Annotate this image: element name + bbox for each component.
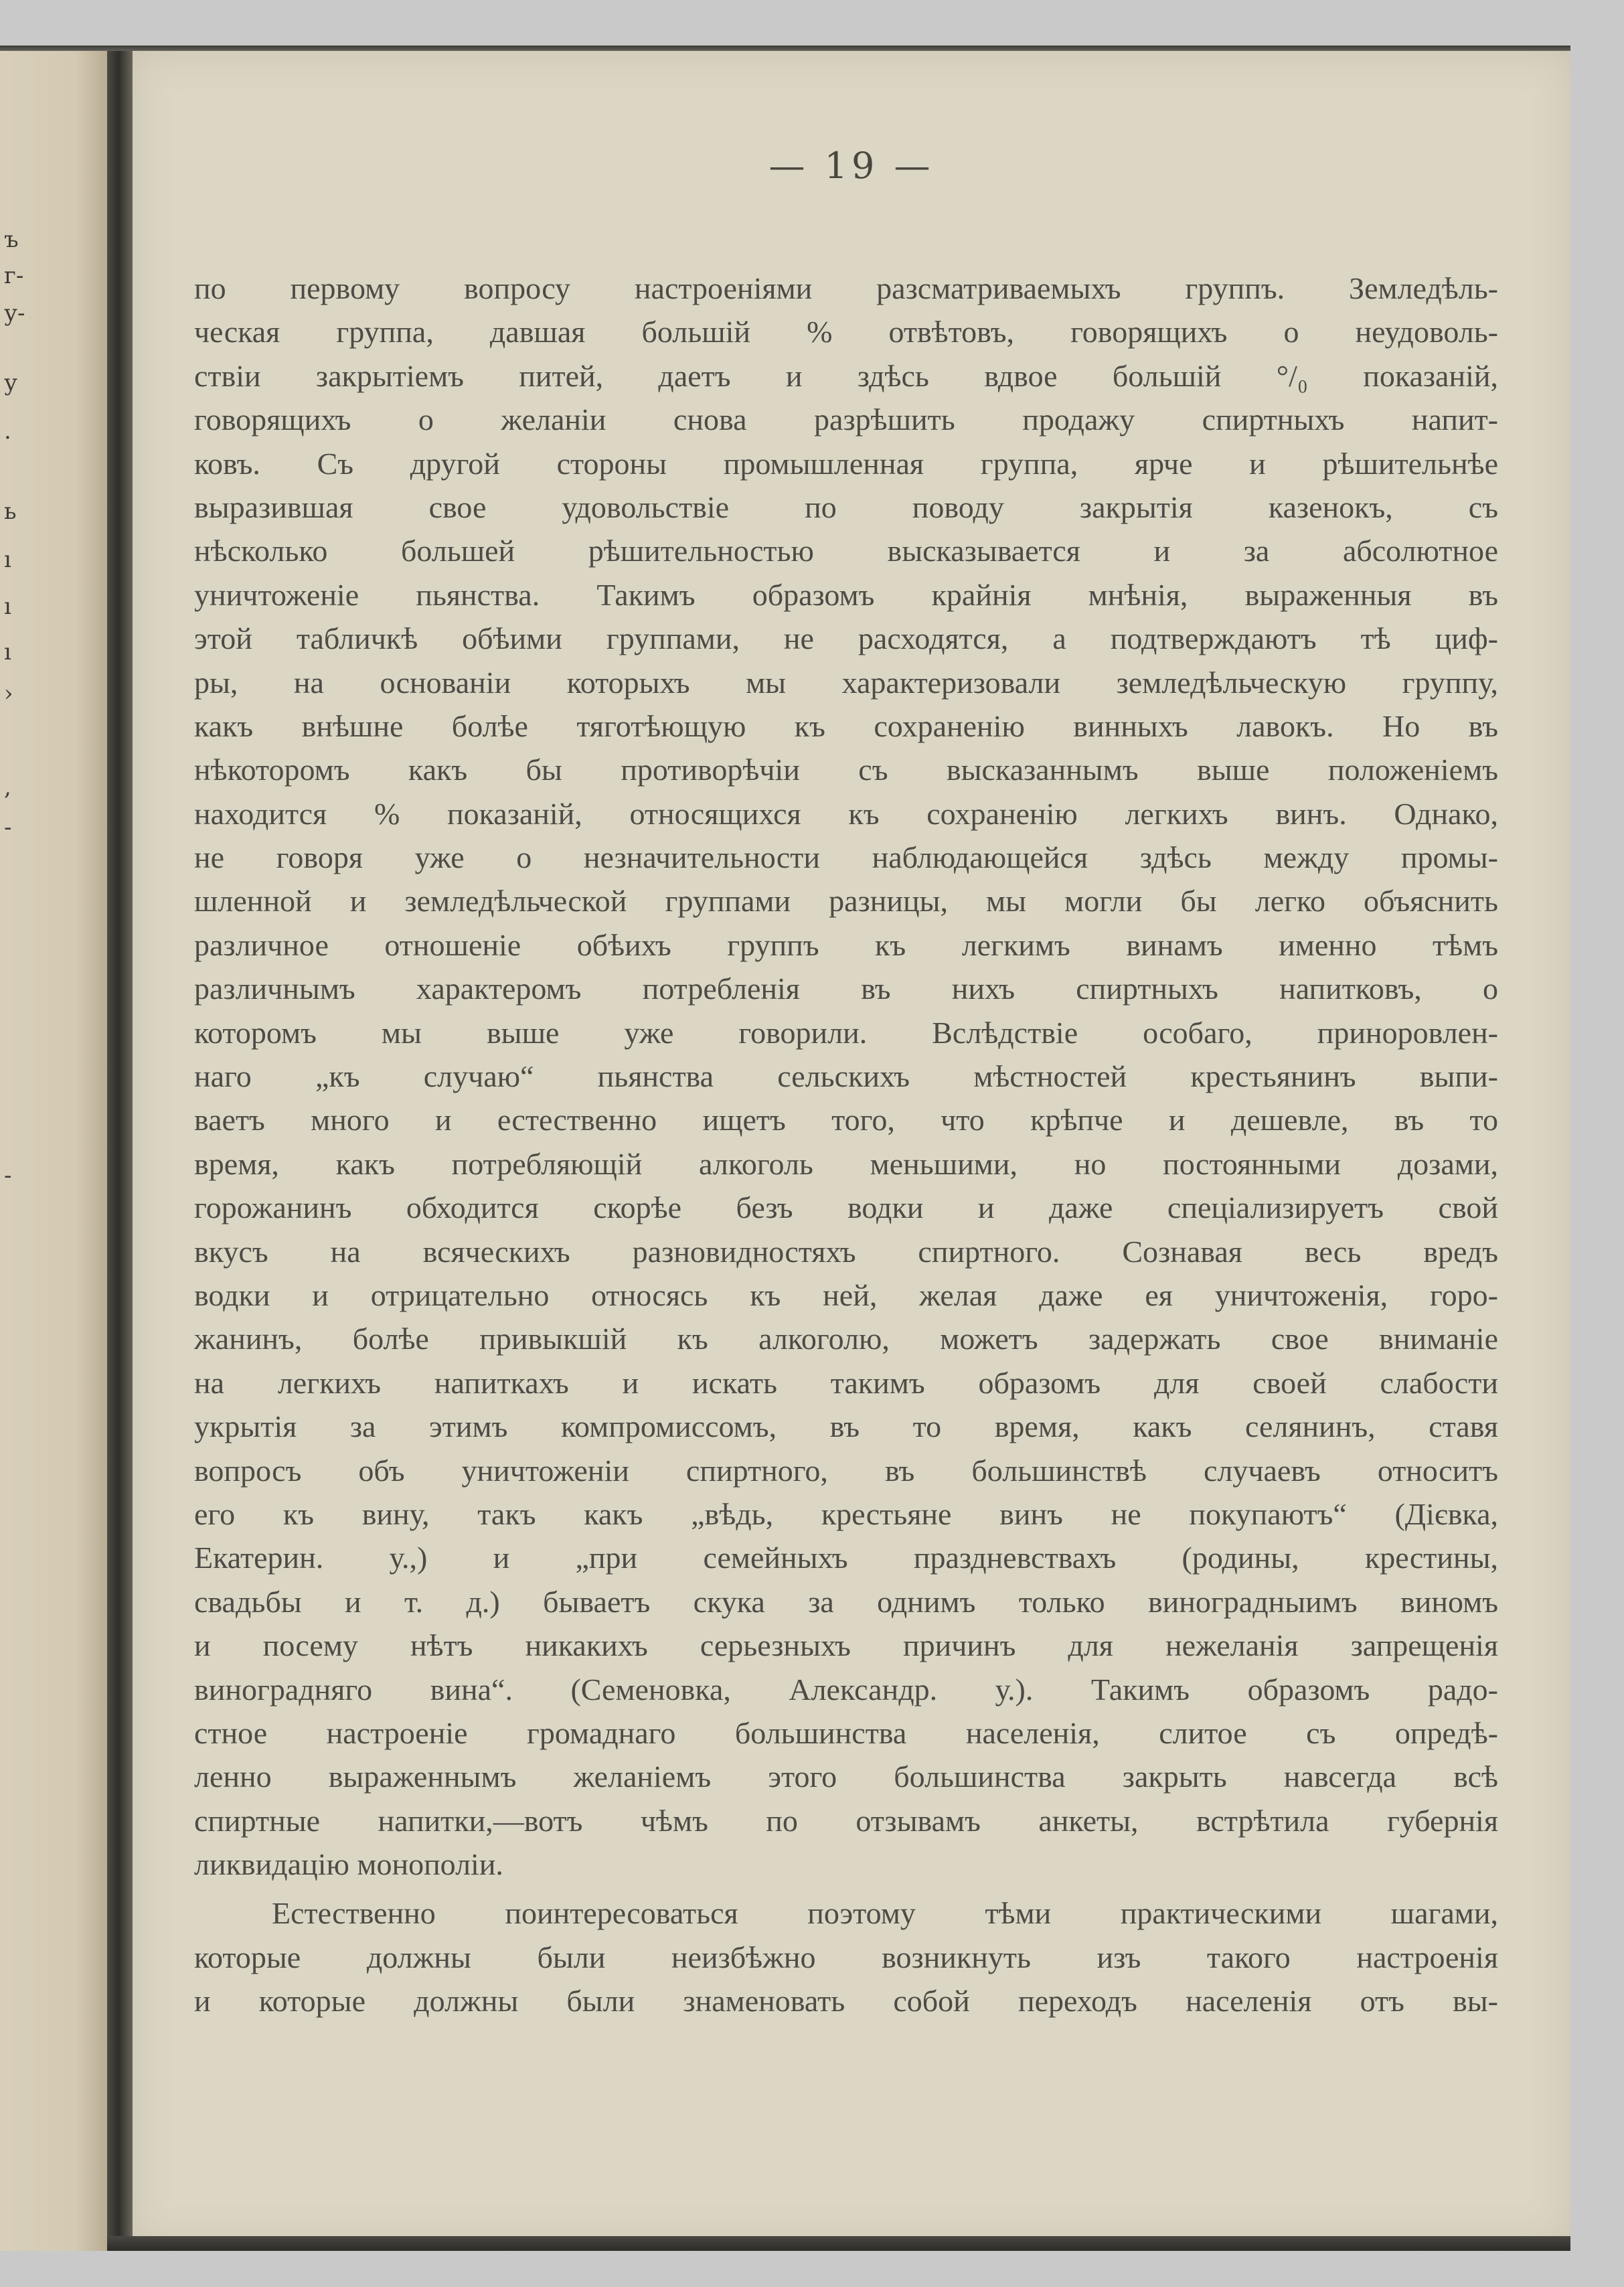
text-line: ваетъ много и естественно ищетъ того, что крѣпче и дешевле, въ то <box>194 1103 1498 1137</box>
margin-mark: г- <box>4 262 24 289</box>
book-page <box>133 51 1570 2244</box>
margin-mark: - <box>4 1162 12 1189</box>
text-line: ческая группа, давшая большій % отвѣтовъ, говорящихъ о неудоволь- <box>194 315 1498 349</box>
text-line: стное настроеніе громаднаго большинства населенія, слитое съ опредѣ- <box>194 1715 1498 1750</box>
book-bottom-edge <box>107 2236 1570 2251</box>
text-line: Екатерин. у.,) и „при семейныхъ праздневствахъ (родины, крестины, <box>194 1541 1498 1575</box>
text-line: его къ вину, такъ какъ „вѣдь, крестьяне винъ не покупаютъ“ (Дієвка, <box>194 1496 1498 1531</box>
text-line: по первому вопросу настроеніями разсматриваемыхъ группъ. Земледѣль- <box>194 271 1498 305</box>
text-line: вопросъ объ уничтоженіи спиртного, въ большинствѣ случаевъ относитъ <box>194 1453 1498 1488</box>
text-line: водки и отрицательно относясь къ ней, желая даже ея уничтоженія, горо- <box>194 1277 1498 1312</box>
text-line: которые должны были неизбѣжно возникнуть изъ такого настроенія <box>194 1940 1498 1974</box>
body-text <box>194 266 1498 2023</box>
text-line: находится % показаній, относящихся къ сохраненію легкихъ винъ. Однако, <box>194 796 1498 831</box>
text-line: выразившая свое удовольствіе по поводу закрытія казенокъ, съ <box>194 489 1498 524</box>
text-line: ствіи закрытіемъ питей, даетъ и здѣсь вдвое большій °/₀ показаній, <box>194 358 1498 393</box>
text-line: на легкихъ напиткахъ и искать такимъ образомъ для своей слабости <box>194 1365 1498 1400</box>
text-line: различнымъ характеромъ потребленія въ нихъ спиртныхъ напитковъ, о <box>194 971 1498 1006</box>
margin-mark: › <box>4 680 13 707</box>
text-line: уничтоженіе пьянства. Такимъ образомъ крайнія мнѣнія, выраженныя въ <box>194 577 1498 612</box>
text-line: укрытія за этимъ компромиссомъ, въ то время, какъ селянинъ, ставя <box>194 1409 1498 1444</box>
text-line: какъ внѣшне болѣе тяготѣющую къ сохраненію винныхъ лавокъ. Но въ <box>194 708 1498 743</box>
text-line: нѣкоторомъ какъ бы противорѣчіи съ высказаннымъ выше положеніемъ <box>194 753 1498 787</box>
text-line: ленно выраженнымъ желаніемъ этого большинства закрыть навсегда всѣ <box>194 1759 1498 1794</box>
text-line: ликвидацію монополіи. <box>194 1847 503 1882</box>
text-line: этой табличкѣ обѣими группами, не расходятся, а подтверждаютъ тѣ циф- <box>194 621 1498 656</box>
text-line: ковъ. Съ другой стороны промышленная группа, ярче и рѣшительнѣе <box>194 446 1498 481</box>
text-line: и которые должны были знаменовать собой переходъ населенія отъ вы- <box>194 1984 1498 2019</box>
text-line: горожанинъ обходится скорѣе безъ водки и даже спеціализируетъ свой <box>194 1190 1498 1225</box>
text-line: шленной и земледѣльческой группами разницы, мы могли бы легко объяснить <box>194 884 1498 919</box>
text-line: говорящихъ о желаніи снова разрѣшить продажу спиртныхъ напит- <box>194 402 1498 437</box>
previous-page-sliver <box>0 51 107 2251</box>
text-line: нѣсколько большей рѣшительностью высказывается и за абсолютное <box>194 534 1498 568</box>
margin-mark: ı <box>4 593 11 620</box>
margin-mark: ъ <box>4 226 19 253</box>
margin-mark: у- <box>4 300 25 327</box>
text-line: вкусъ на всяческихъ разновидностяхъ спиртного. Сознавая весь вредъ <box>194 1234 1498 1269</box>
margin-mark: - <box>4 814 12 841</box>
paragraph-1 <box>194 266 1498 1886</box>
margin-mark: . <box>4 418 11 445</box>
margin-mark: ь <box>4 498 17 525</box>
margin-mark: ı <box>4 546 11 573</box>
text-line: Естественно поинтересоваться поэтому тѣми практическими шагами, <box>272 1896 1498 1931</box>
margin-mark: ı <box>4 639 11 665</box>
book-gutter <box>107 51 133 2251</box>
text-line: виноградняго вина“. (Семеновка, Александр. у.). Такимъ образомъ радо- <box>194 1672 1498 1707</box>
margin-mark: у <box>4 370 18 396</box>
text-line: время, какъ потребляющій алкоголь меньшими, но постоянными дозами, <box>194 1146 1498 1181</box>
text-line: которомъ мы выше уже говорили. Вслѣдствіе особаго, приноровлен- <box>194 1015 1498 1050</box>
text-line: свадьбы и т. д.) бываетъ скука за однимъ только виноградныимъ виномъ <box>194 1584 1498 1619</box>
scan-background <box>1570 46 1624 2251</box>
text-line: спиртные напитки,—вотъ чѣмъ по отзывамъ анкеты, встрѣтила губернія <box>194 1803 1498 1838</box>
text-line: ры, на основаніи которыхъ мы характеризовали земледѣльческую группу, <box>194 665 1498 700</box>
margin-mark: , <box>4 774 11 801</box>
text-line: не говоря уже о незначительности наблюдающейся здѣсь между промы- <box>194 840 1498 875</box>
text-line: жанинъ, болѣе привыкшій къ алкоголю, можетъ задержать свое вниманіе <box>194 1322 1498 1356</box>
page-number: — 19 — <box>768 145 935 187</box>
paragraph-2 <box>194 1891 1498 2023</box>
text-line: наго „къ случаю“ пьянства сельскихъ мѣстностей крестьянинъ выпи- <box>194 1059 1498 1094</box>
text-line: различное отношеніе обѣихъ группъ къ легкимъ винамъ именно тѣмъ <box>194 927 1498 962</box>
text-line: и посему нѣтъ никакихъ серьезныхъ причинъ для нежеланія запрещенія <box>194 1628 1498 1663</box>
